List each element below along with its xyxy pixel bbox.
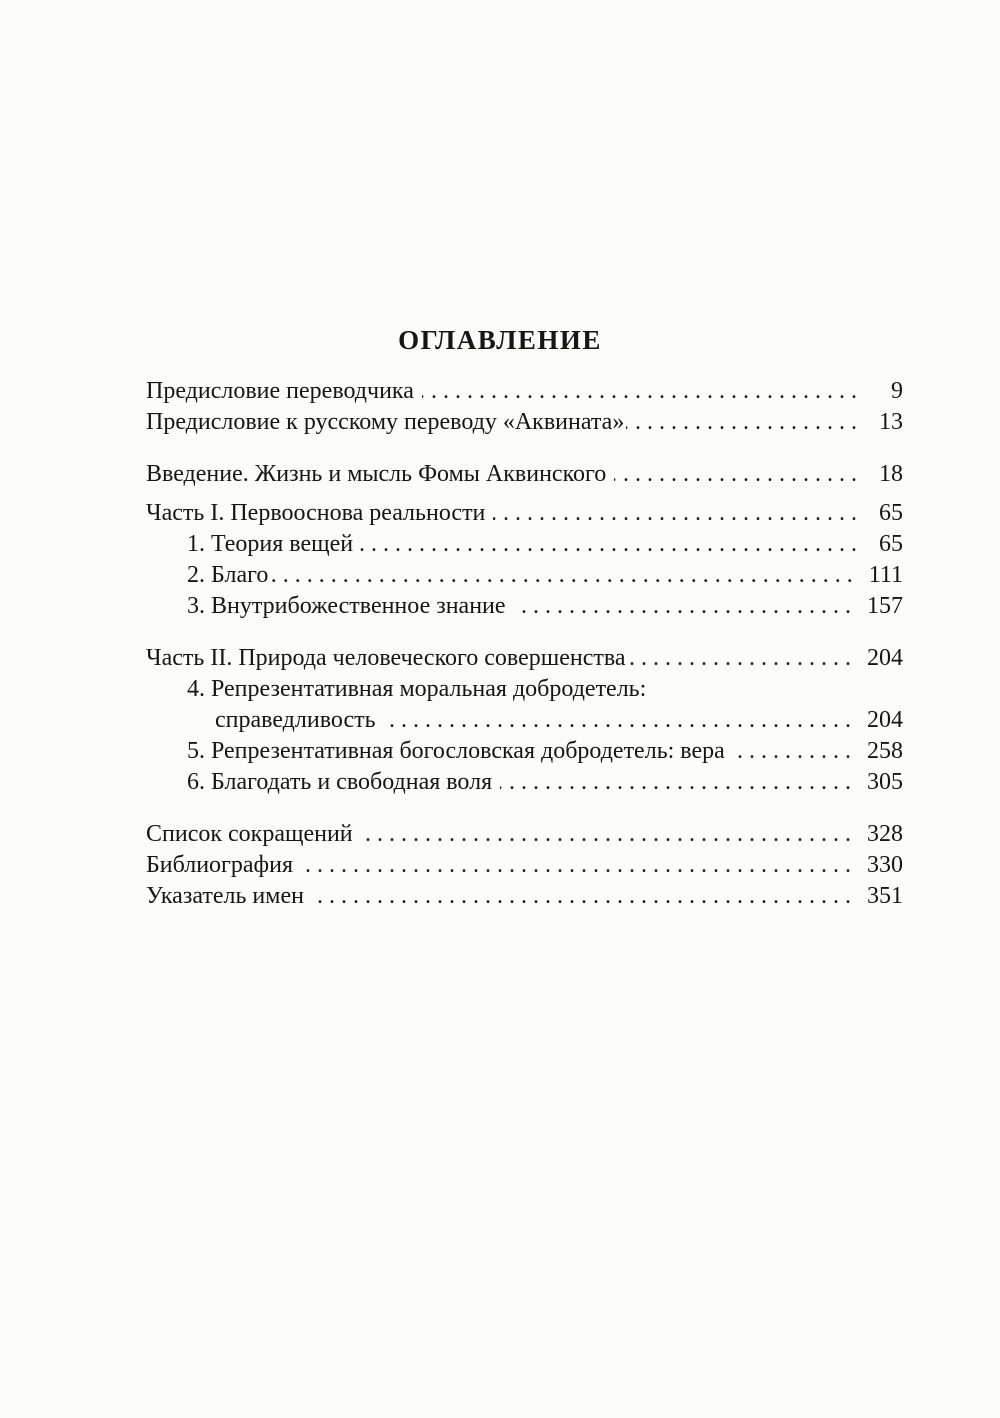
toc-entry-index[interactable] [146, 881, 903, 912]
toc-entry-page: 204 [867, 707, 903, 733]
dot-leader [733, 736, 857, 767]
toc-entry-chapter-3[interactable] [146, 591, 903, 622]
dot-leader [628, 643, 857, 674]
dot-leader [361, 819, 857, 850]
toc-entry-abbreviations[interactable] [146, 819, 903, 850]
toc-entry-page: 65 [879, 500, 903, 526]
toc-entry-page: 65 [879, 531, 903, 557]
toc-entry-part-1[interactable] [146, 498, 903, 529]
toc-entry-chapter-5[interactable] [146, 736, 903, 767]
dot-leader [614, 459, 863, 490]
toc-entry-page: 330 [867, 852, 903, 878]
toc-entry-page: 351 [867, 883, 903, 909]
toc-entry-label: Предисловие переводчика [146, 378, 414, 404]
dot-leader [355, 529, 863, 560]
dot-leader [514, 591, 857, 622]
toc-entry-label: 5. Репрезентативная богословская добродетель: вера [187, 738, 725, 764]
toc-entry-page: 258 [867, 738, 903, 764]
dot-leader [422, 376, 863, 407]
toc-entry-page: 204 [867, 645, 903, 671]
toc-entry-label: Часть I. Первооснова реальности [146, 500, 486, 526]
dot-leader [500, 767, 857, 798]
toc-entry-page: 18 [879, 461, 903, 487]
toc-entry-label: Введение. Жизнь и мысль Фомы Аквинского [146, 461, 607, 487]
toc-entry-translator-preface[interactable] [146, 376, 903, 407]
toc-entry-label: 6. Благодать и свободная воля [187, 769, 493, 795]
toc-entry-chapter-1[interactable] [146, 529, 903, 560]
toc-entry-label: 3. Внутрибожественное знание [187, 593, 506, 619]
toc-entry-page: 328 [867, 821, 903, 847]
dot-leader [301, 850, 857, 881]
toc-entry-label: 4. Репрезентативная моральная добродетель: [187, 676, 647, 702]
dot-leader [270, 560, 858, 591]
toc-entry-page: 13 [879, 409, 903, 435]
toc-entry-label: 1. Теория вещей [187, 531, 354, 557]
toc-entry-label: Список сокращений [146, 821, 353, 847]
table-of-contents [146, 376, 903, 912]
toc-entry-page: 9 [891, 378, 903, 404]
toc-entry-label: Библиография [146, 852, 293, 878]
dot-leader [493, 498, 863, 529]
toc-entry-label: Предисловие к русскому переводу «Аквината» [146, 409, 625, 435]
toc-entry-label: Часть II. Природа человеческого совершенства [146, 645, 626, 671]
toc-entry-label: справедливость [215, 707, 376, 733]
toc-entry-label: 2. Благо [187, 562, 269, 588]
page-title: ОГЛАВЛЕНИЕ [398, 325, 602, 356]
toc-entry-russian-preface[interactable] [146, 407, 903, 438]
toc-entry-chapter-2[interactable] [146, 560, 903, 591]
toc-entry-chapter-4-line-1[interactable] [146, 674, 903, 705]
toc-entry-bibliography[interactable] [146, 850, 903, 881]
toc-entry-chapter-4-line-2[interactable] [146, 705, 903, 736]
toc-entry-label: Указатель имен [146, 883, 304, 909]
toc-entry-chapter-6[interactable] [146, 767, 903, 798]
toc-entry-part-2[interactable] [146, 643, 903, 674]
dot-leader [312, 881, 857, 912]
toc-entry-page: 111 [868, 562, 903, 588]
toc-entry-introduction[interactable] [146, 459, 903, 490]
toc-entry-page: 157 [867, 593, 903, 619]
dot-leader [384, 705, 857, 736]
toc-entry-page: 305 [867, 769, 903, 795]
dot-leader [626, 407, 863, 438]
